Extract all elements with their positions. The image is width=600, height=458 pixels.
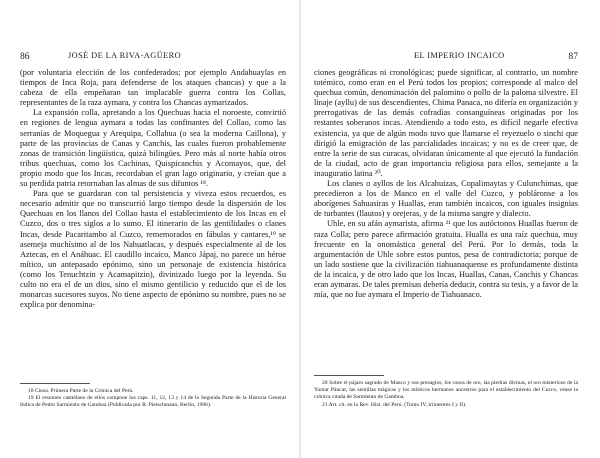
right-footnotes xyxy=(314,380,578,409)
right-paragraph: ciones geográficas ni cronológicas; puede significar, al contrario, un nombre totémico, como eran en el Perú todos los propios; corresponde al malco del quechua común, denominación del palomino o pollo de la paloma silvestre. El linaje (ayllu) de sus descendientes, Chima Panaca, no difería en organización y prerrogativas de las demás cofradías consanguíneas originadas por los restantes soberanos incas. Atendiendo a todo esto, es difícil negarle efectiva existencia, ya que de algún modo tuvo que llamarse el reyezuelo o sinchi que dirigió la emigración de las parcialidades incaicas; y no es de creer que, de entre la serie de sus curacas, olvidaran únicamente al que ejecutó la fundación de la ciudad, acto de gran importancia religiosa para ellos, semejante a la inauguratio latina ²⁰. xyxy=(314,68,578,178)
left-footnote-rule xyxy=(20,383,90,384)
right-running-head: EL IMPERIO INCAICO xyxy=(414,51,505,60)
footnote: 20 Sobre el pájaro sagrado de Manco y sus presagios, los vasos de oro, las piedras divinas, el oro misterioso de la Yuntar Páucar, las semillas mágicas y los místicos hermanos ancestros para el establecimiento del Cuzco, véase la crónica citada de Sarmiento de Gamboa. xyxy=(314,380,578,401)
left-paragraph: Para que se guardaran con tal persistencia y viveza estos recuerdos, es necesario admitir que no transcurrió largo tiempo desde la dispersión de los Quechuas en los llanos del Collao hasta el establecimiento de los Incas en el Cuzco, dos o tres siglos a lo sumo. El itinerario de las gentilidades o clanes Incas, desde Pacaritambo al Cuzco, rememorados en fábulas y cantares,¹⁹ se asemeja muchísimo al de los Nahuatlacas, y después especialmente al de los Aztecas, en el Anáhuac. El caudillo incaico, Manco Jápaj, no parece un héroe mítico, un antepasado epónimo, sino un personaje de existencia histórica (como los Tenuchtzin y Acamapitzin), divinizado luego por la leyenda. Su culto no era el de un dios, sino el mismo gentilicio y reducido que el de los monarcas sucesores suyos. No tiene aspecto de epónimo su nombre, pues no se explica por denomina- xyxy=(20,189,286,310)
left-page-body xyxy=(20,68,286,310)
footnote: 19 El resumen castellano de ellos compone los caps. 11, 12, 13 y 14 de la Segunda Parte de la Historia General Indica de Pedro Sarmiento de Gamboa (Publicada por R. Pietschmann, Berlín, 1906). xyxy=(20,395,286,409)
left-paragraph: La expansión colla, apretando a los Quechuas hacia el noroeste, convirtió en regiones de lengua aymara a todas las confinantes del Collao, como las serranías de Moquegua y Arequipa, Collahua (o sea la moderna Caillona), y parte de las provincias de Canas y Canchis, las cuales fueron probablemente zonas de transición lingüística, quizá bilingües. Pero más al norte había otros tribus quechuas, como los Cachinas, Quispicanchis y Acomayos, que, del propio modo que los Incas, recordaban el gran lago originario, y creían que a su perdida patria retornaban las almas de sus difuntos ¹⁸. xyxy=(20,108,286,189)
right-footnote-rule xyxy=(314,375,384,376)
left-page-number: 86 xyxy=(20,51,30,62)
right-paragraph: Uhle, en su afán aymarista, afirma ²¹ que los autóctonos Huallas fueron de raza Colla; pero parece afirmación gratuita. Hualla es una raíz quechua, muy frecuente en la onomástica general del Perú. Por lo demás, toda la argumentación de Uhle sobre estos puntos, pesa de contradictoria; porque de un lado sostiene que la civilización tiahuanaquense es profundamente distinta de la incaica, y de otro lado que los Incas, Huallas, Canas, Canchis y Chancas eran aymaras. De tales premisas debería deducir, contra su tesis, y a favor de la mía, que no fue aymara el Imperio de Tiahuanaco. xyxy=(314,219,579,300)
footnote: 18 Cieza. Primera Parte de la Crónica del Perú. xyxy=(28,388,134,394)
right-paragraph: Los clanes o ayllos de los Alcahuizas, Copalimaytas y Culunchimas, que precedieron a los de Manco en el valle del Cuzco, y pobláronse a los aborígenes Sahuasiras y Huallas, eran también incaicos, con iguales insignias de turbantes (llautos) y orejeras, y de la misma sangre y dialecto. xyxy=(314,179,578,219)
right-page-number: 87 xyxy=(568,51,578,62)
left-running-head: JOSÉ DE LA RIVA-AGÜERO xyxy=(68,51,182,60)
right-page xyxy=(300,0,600,458)
footnote: 21 Art. cit. en la Rev. Hist. del Perú. (Tomo IV, trimestres I y II). xyxy=(322,401,467,408)
right-page-body xyxy=(314,68,578,300)
left-footnotes xyxy=(20,388,286,410)
left-paragraph: (por voluntaria elección de los confederados; por ejemplo Andahuaylas en tiempos de Inca Roja, para defenderse de los ataques chancas) y que a la cabeza de ella empeñaran tan implacable guerra contra los Collas, representantes de la raza aymara, y contra los Chancas aymarizados. xyxy=(20,68,286,108)
